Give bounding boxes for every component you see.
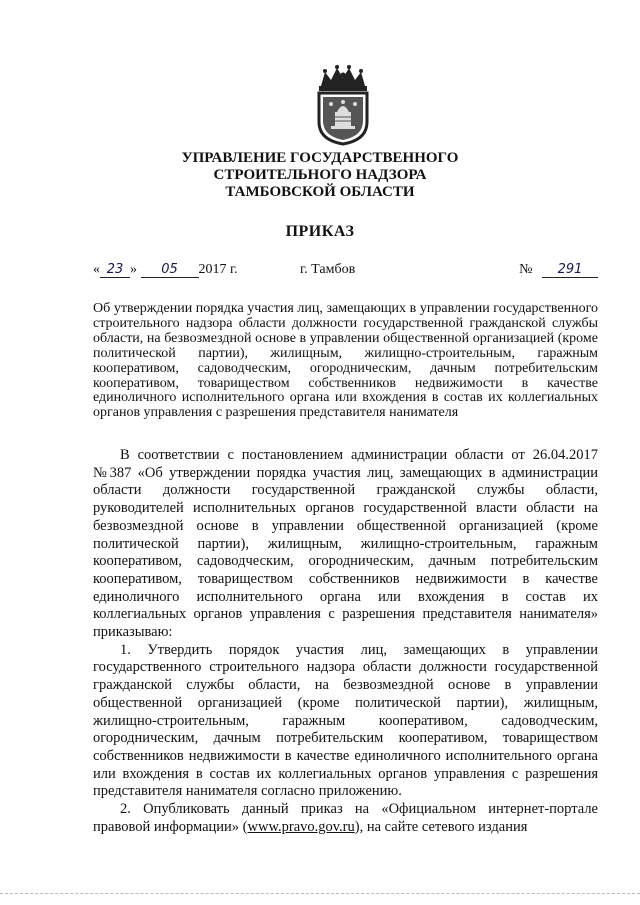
body-item-2-start: 2. Опубликовать данный приказ на «Официальном интернет-портале правовой информации» ( [93,801,598,835]
tambov-coat-of-arms-icon [303,60,383,146]
document-date [93,262,238,278]
org-name-line1: УПРАВЛЕНИЕ ГОСУДАРСТВЕННОГО [181,150,459,166]
document-body [93,447,598,836]
date-close-quote: » [130,262,137,277]
document-number [519,262,598,278]
body-item-1: 1. Утвердить порядок участия лиц, замещающих в управлении государственного строительного надзора области должности государственной гражданской службы области, на безвозмездной основе в управлении общественной организацией (кроме политической партии), жилищным, жилищно-строительным, гаражным кооперативом, садоводческим, огородническим, дачным потребительским кооперативом, товариществом собственников недвижимости в качестве единоличного исполнительного органа или вхождения в состав их коллегиальных органов управления с разрешения представителя нанимателя согласно приложению. [93,641,598,800]
date-year: 2017 г. [198,262,238,277]
body-item-2-end: ), на сайте сетевого издания [354,818,528,835]
pravo-gov-link[interactable]: www.pravo.gov.ru [247,818,355,835]
number-label: № [519,262,533,277]
document-subject: Об утверждении порядка участия лиц, замещающих в управлении государственного строительного надзора области должности государственной гражданской службы области, на безвозмездной основе в управлении общественной организацией (кроме политической партии), жилищным, жилищно-строительным, гаражным кооперативом, садоводческим, огородническим, дачным потребительским кооперативом, товариществом собственников недвижимости в качестве единоличного исполнительного органа или вхождения в состав их коллегиальных органов управления с разрешения представителя нанимателя [93,301,598,421]
document-meta-row [93,262,598,282]
number-value-handwritten: 291 [542,263,598,278]
body-preamble: В соответствии с постановлением администрации области от 26.04.2017 №387 «Об утверждении порядка участия лиц, замещающих в администрации области должности государственной гражданской службы области, руководителей исполнительных органов государственной власти области на безвозмездной основе в управлении общественной организацией (кроме политической партии), жилищным, жилищно-строительным, гаражным кооперативом, садоводческим, огородническим, дачным потребительским кооперативом, товариществом собственников недвижимости в качестве единоличного исполнительного органа или вхождения в состав их коллегиальных органов управления с разрешения представителя нанимателя» приказываю: [93,447,598,641]
document-type-title: ПРИКАЗ [285,223,355,240]
date-month-handwritten: 05 [141,263,199,278]
page-bottom-divider [0,893,640,895]
date-open-quote: « [93,262,100,277]
date-day-handwritten: 23 [100,263,130,278]
document-city: г. Тамбов [300,262,356,277]
document-header [0,150,640,241]
org-name-line3: ТАМБОВСКОЙ ОБЛАСТИ [225,184,415,200]
org-name-line2: СТРОИТЕЛЬНОГО НАДЗОРА [213,167,427,183]
body-item-2 [93,801,598,836]
